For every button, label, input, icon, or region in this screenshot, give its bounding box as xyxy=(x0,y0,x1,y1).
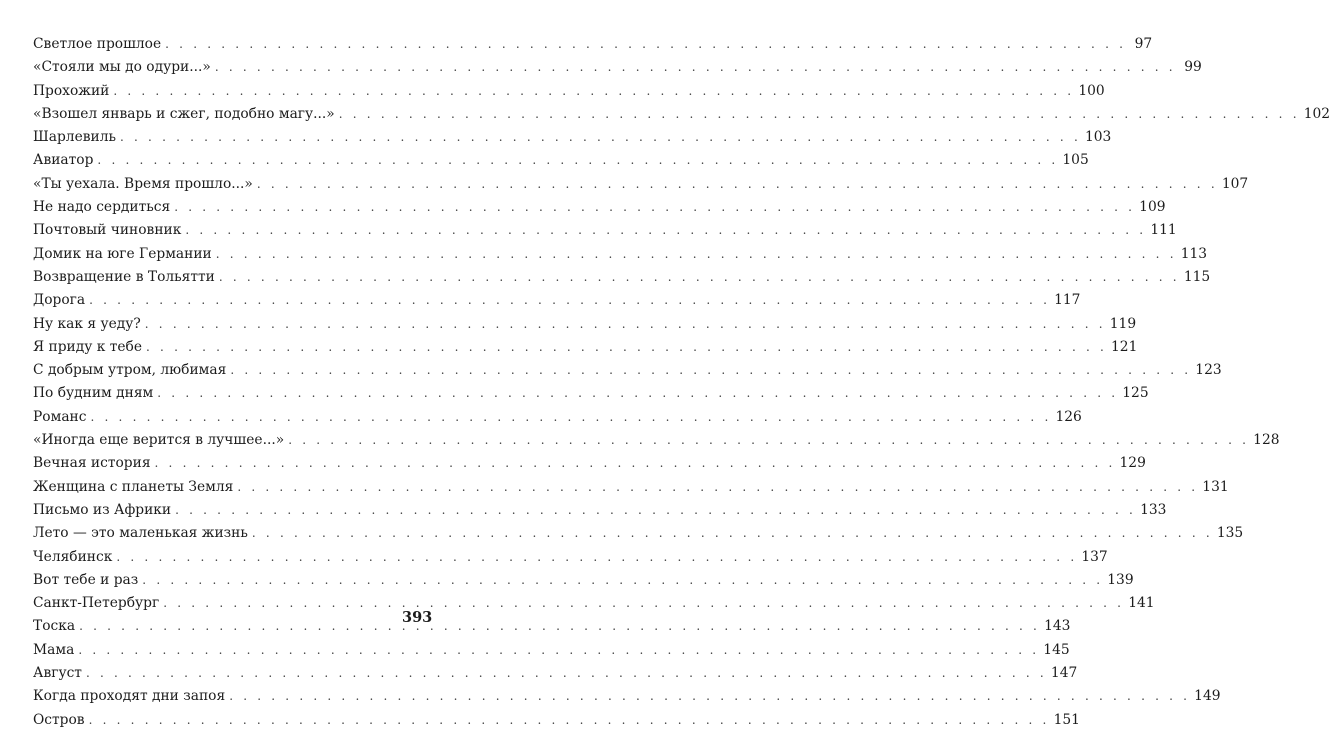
toc-entry-title: Возвращение в Тольятти xyxy=(33,268,215,285)
toc-entry-page: 97 xyxy=(1134,36,1153,52)
toc-entry-title: Лето — это маленькая жизнь xyxy=(33,525,248,542)
toc-entry-title: «Иногда еще верится в лучшее...» xyxy=(33,432,285,449)
dot-leader xyxy=(230,359,1191,382)
dot-leader xyxy=(257,173,1218,196)
page-number: 393 xyxy=(402,609,433,626)
dot-leader xyxy=(79,615,1040,638)
toc-entry-page: 126 xyxy=(1055,408,1082,425)
toc-entry xyxy=(33,173,1249,196)
toc-entry xyxy=(33,662,1078,685)
toc-entry-title: Вот тебе и раз xyxy=(33,571,139,588)
toc-entry-page: 105 xyxy=(1062,152,1089,169)
toc-entry xyxy=(33,33,1153,56)
toc-entry-title: «Ты уехала. Время прошло...» xyxy=(33,175,253,192)
toc-entry-page: 100 xyxy=(1078,82,1105,99)
toc-entry-title: Челябинск xyxy=(33,548,113,565)
toc-entry xyxy=(33,685,1221,708)
toc-entry-title: Когда проходят дни запоя xyxy=(33,688,226,705)
toc-entry-page: 151 xyxy=(1053,711,1080,728)
toc-entry-page: 141 xyxy=(1128,595,1155,612)
toc-entry-page: 145 xyxy=(1043,641,1070,658)
dot-leader xyxy=(146,336,1107,359)
toc-entry-page: 125 xyxy=(1122,385,1149,402)
toc-entry-page: 111 xyxy=(1150,222,1177,239)
toc-entry xyxy=(33,522,1244,545)
dot-leader xyxy=(142,569,1103,592)
dot-leader xyxy=(229,685,1190,708)
dot-leader xyxy=(157,382,1118,405)
toc-entry-title: По будним дням xyxy=(33,385,154,402)
toc-entry-title: «Взошел январь и сжег, подобно магу...» xyxy=(33,105,335,122)
toc-entry xyxy=(33,219,1177,242)
toc-entry-title: Не надо сердиться xyxy=(33,199,171,216)
dot-leader xyxy=(219,266,1180,289)
toc-entry-page: 129 xyxy=(1119,455,1146,472)
toc-entry xyxy=(33,592,1155,615)
toc-entry-title: Женщина с планеты Земля xyxy=(33,478,234,495)
toc-entry-title: Остров xyxy=(33,711,85,728)
toc-entry-title: С добрым утром, любимая xyxy=(33,362,227,379)
toc-entry-title: Романс xyxy=(33,408,87,425)
toc-entry xyxy=(33,709,1080,732)
toc-entry-page: 139 xyxy=(1107,571,1134,588)
toc-entry-title: Дорога xyxy=(33,292,86,309)
dot-leader xyxy=(155,452,1116,475)
toc-entry xyxy=(33,359,1222,382)
dot-leader xyxy=(174,196,1135,219)
toc-entry-page: 119 xyxy=(1109,315,1137,332)
toc-entry-page: 137 xyxy=(1081,548,1108,565)
dot-leader xyxy=(252,522,1213,545)
toc-entry-page: 109 xyxy=(1139,199,1166,216)
toc-entry xyxy=(33,80,1105,103)
toc-entry xyxy=(33,546,1108,569)
toc-entry xyxy=(33,406,1082,429)
toc-entry-title: Мама xyxy=(33,641,75,658)
dot-leader xyxy=(86,662,1047,685)
toc-entry xyxy=(33,499,1167,522)
toc-entry-page: 113 xyxy=(1180,245,1208,262)
dot-leader xyxy=(288,429,1249,452)
toc-entry-page: 115 xyxy=(1183,268,1211,285)
toc-entry-title: Август xyxy=(33,665,82,682)
dot-leader xyxy=(97,149,1058,172)
toc-entry xyxy=(33,639,1070,662)
toc-entry xyxy=(33,289,1081,312)
dot-leader xyxy=(339,103,1300,126)
dot-leader xyxy=(120,126,1081,149)
toc-entry-page: 133 xyxy=(1140,501,1167,518)
toc-entry-page: 102 xyxy=(1303,105,1330,122)
toc-entry xyxy=(33,336,1138,359)
toc-entry-page: 103 xyxy=(1084,129,1112,146)
toc-entry xyxy=(33,313,1137,336)
dot-leader xyxy=(89,289,1050,312)
toc-entry-title: Шарлевиль xyxy=(33,129,116,146)
toc-entry-title: Прохожий xyxy=(33,82,110,99)
toc-entry-page: 123 xyxy=(1195,362,1222,379)
toc-entry-page: 117 xyxy=(1054,292,1081,309)
toc-entry-title: Почтовый чиновник xyxy=(33,222,182,239)
toc-entry xyxy=(33,429,1280,452)
toc-entry-title: Тоска xyxy=(33,618,76,635)
dot-leader xyxy=(90,406,1051,429)
toc-entry xyxy=(33,56,1202,79)
toc-entry xyxy=(33,476,1229,499)
toc-entry-page: 135 xyxy=(1216,525,1244,542)
toc-entry-title: Вечная история xyxy=(33,455,151,472)
dot-leader xyxy=(145,313,1106,336)
toc-entry-title: Я приду к тебе xyxy=(33,338,143,355)
dot-leader xyxy=(165,33,1126,56)
toc-entry xyxy=(33,569,1134,592)
dot-leader xyxy=(185,219,1146,242)
toc-entry-title: Ну как я уеду? xyxy=(33,315,141,332)
toc-entry xyxy=(33,382,1149,405)
toc-entry-title: Авиатор xyxy=(33,152,94,169)
toc-entry-page: 149 xyxy=(1194,688,1221,705)
toc-entry-page: 107 xyxy=(1221,175,1249,192)
dot-leader xyxy=(89,709,1050,732)
dot-leader xyxy=(215,56,1176,79)
toc-entry xyxy=(33,149,1089,172)
dot-leader xyxy=(78,639,1039,662)
toc-entry-title: «Стояли мы до одури...» xyxy=(33,59,211,76)
dot-leader xyxy=(216,243,1177,266)
toc-entry xyxy=(33,243,1208,266)
toc-entry-page: 131 xyxy=(1202,478,1229,495)
toc-entry-title: Домик на юге Германии xyxy=(33,245,212,262)
dot-leader xyxy=(175,499,1136,522)
dot-leader xyxy=(113,80,1074,103)
dot-leader xyxy=(116,546,1077,569)
dot-leader xyxy=(163,592,1124,615)
toc-entry-title: Письмо из Африки xyxy=(33,501,172,518)
toc-entry-page: 128 xyxy=(1253,432,1280,449)
toc-entry-title: Санкт-Петербург xyxy=(33,595,160,612)
toc-entry-page: 143 xyxy=(1044,618,1071,635)
toc-entry xyxy=(33,103,1330,126)
toc-entry-title: Светлое прошлое xyxy=(33,36,162,52)
toc-entry xyxy=(33,196,1166,219)
toc-entry-page: 121 xyxy=(1111,338,1138,355)
toc-entry-page: 147 xyxy=(1050,665,1078,682)
toc-entry xyxy=(33,452,1146,475)
toc-entry xyxy=(33,126,1112,149)
toc-entry-page: 99 xyxy=(1184,59,1202,76)
dot-leader xyxy=(237,476,1198,499)
toc-entry xyxy=(33,266,1211,289)
